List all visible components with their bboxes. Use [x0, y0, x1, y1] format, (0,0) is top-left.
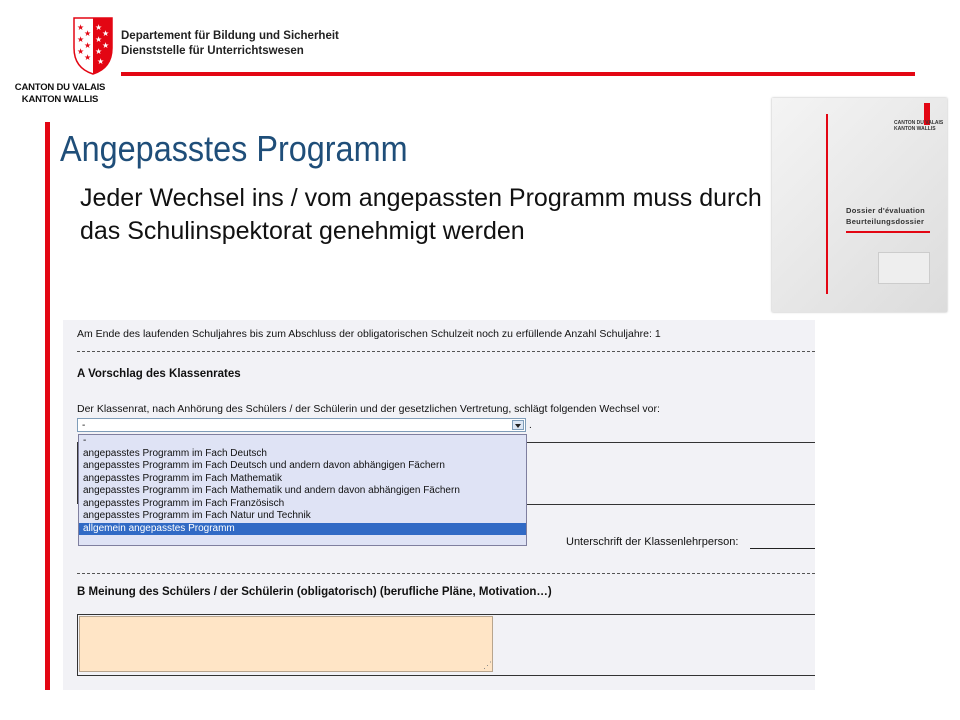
proposal-text: Der Klassenrat, nach Anhörung des Schülers / der Schülerin und der gesetzlichen Vertretung, schlägt folgenden Wechsel vor:: [77, 403, 660, 415]
left-accent-bar: [45, 122, 50, 690]
dossier-canton-label: CANTON DU VALAIS KANTON WALLIS: [894, 120, 944, 132]
slide-subtitle: Jeder Wechsel ins / vom angepassten Programm muss durch das Schulinspektorat genehmigt werden: [80, 184, 762, 245]
section-b-heading: B Meinung des Schülers / der Schülerin (obligatorisch) (berufliche Pläne, Motivation…): [77, 586, 552, 598]
resize-grip-icon[interactable]: ⋰: [483, 660, 492, 670]
dropdown-option[interactable]: angepasstes Programm im Fach Deutsch: [83, 447, 267, 459]
svg-text:★: ★: [95, 47, 103, 56]
svg-text:★: ★: [102, 29, 110, 38]
signature-line[interactable]: [750, 548, 815, 549]
dropdown-option[interactable]: angepasstes Programm im Fach Französisch: [83, 497, 285, 509]
svg-text:★: ★: [97, 57, 105, 66]
chevron-down-icon[interactable]: [512, 420, 524, 430]
select-current-value: -: [82, 420, 86, 431]
dossier-label-window: [878, 252, 930, 284]
change-proposal-select[interactable]: [77, 418, 526, 432]
change-proposal-dropdown: [78, 434, 527, 546]
dropdown-option-selected[interactable]: allgemein angepasstes Programm: [79, 523, 526, 536]
dashed-divider: [77, 351, 815, 352]
dossier-photo: [772, 98, 947, 312]
canton-name-de: KANTON WALLIS: [21, 94, 99, 105]
select-trailing-dot: .: [529, 420, 532, 431]
dossier-underline: [846, 231, 930, 233]
svg-text:★: ★: [77, 35, 85, 44]
service-name: Dienststelle für Unterrichtswesen: [121, 45, 304, 57]
dossier-title-fr: Dossier d'évaluation: [846, 206, 926, 215]
remaining-years-text: Am Ende des laufenden Schuljahres bis zum Abschluss der obligatorischen Schulzeit noch zu erfüllende Anzahl Schuljahre: 1: [77, 328, 661, 340]
dossier-red-line: [826, 114, 828, 294]
section-a-heading: A Vorschlag des Klassenrates: [77, 368, 241, 380]
department-name: Departement für Bildung und Sicherheit: [121, 30, 339, 42]
dropdown-option[interactable]: angepasstes Programm im Fach Mathematik: [83, 472, 282, 484]
svg-text:★: ★: [84, 29, 92, 38]
panel-border-top: [527, 442, 815, 443]
svg-text:★: ★: [95, 23, 103, 32]
dropdown-option[interactable]: angepasstes Programm im Fach Natur und Technik: [83, 510, 311, 521]
svg-text:★: ★: [84, 41, 92, 50]
student-opinion-textarea[interactable]: [79, 616, 493, 672]
svg-text:★: ★: [77, 47, 85, 56]
signature-label: Unterschrift der Klassenlehrperson:: [566, 536, 739, 548]
dashed-divider: [77, 573, 815, 574]
dropdown-option[interactable]: angepasstes Programm im Fach Deutsch und andern davon abhängigen Fächern: [83, 460, 445, 471]
canton-name-fr: CANTON DU VALAIS: [14, 82, 106, 93]
svg-text:★: ★: [84, 53, 92, 62]
svg-text:★: ★: [95, 35, 103, 44]
dossier-title-de: Beurteilungsdossier: [846, 217, 925, 226]
header-divider: [121, 72, 915, 76]
canton-valais-coat-of-arms-icon: [70, 14, 116, 76]
panel-border-bottom: [527, 504, 815, 505]
form-screenshot: [63, 320, 815, 690]
svg-text:★: ★: [102, 41, 110, 50]
svg-text:★: ★: [77, 23, 85, 32]
dropdown-option[interactable]: angepasstes Programm im Fach Mathematik und andern davon abhängigen Fächern: [83, 485, 460, 496]
dropdown-option[interactable]: -: [83, 435, 87, 446]
slide-title: Angepasstes Programm: [60, 128, 408, 169]
